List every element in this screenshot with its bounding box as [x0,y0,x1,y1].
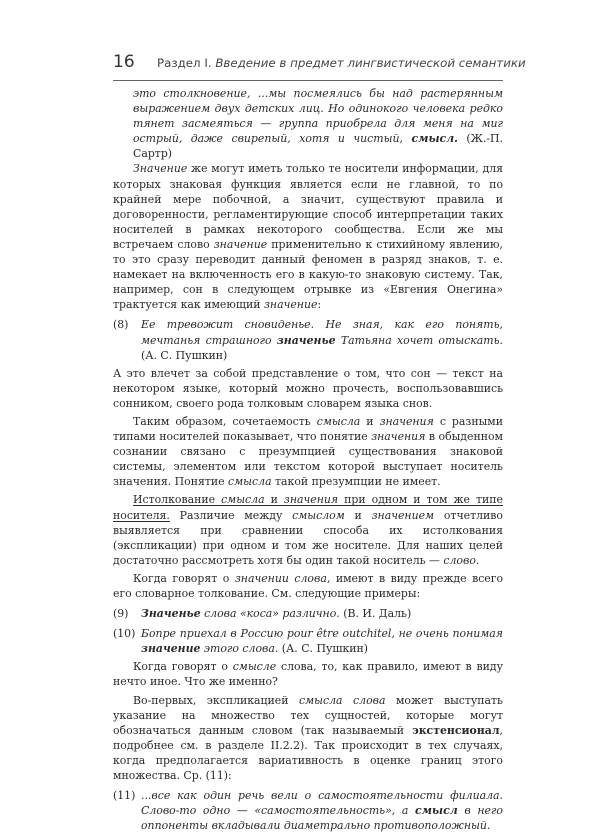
text: с разными типами носителей показывает, что понятие [113,414,503,444]
paragraph-2: А это влечет за собой представление о том, что сон — текст на некотором языке, который можно прочесть, воспользовавшись сонником, своего рода толковым словарем языка снов. [113,366,503,410]
text: Во-первых, экспликацией [133,693,300,707]
example-source: (А. С. Пушкин) [278,642,369,656]
text: же могут иметь только те носители информации, для которых знаковая функция является если не главной, то по крайней мере побочной, а значит, существуют правила и договоренности, регламентирующие способ интерпретации таких носителей в рамках некоторого сообщества. Если же мы встречаем слово [113,162,503,251]
text: отчетливо выявляется при сравнении способа их истолкования (экспликации) при одном и том же носителе. Для наших целей достаточно рассмотреть хотя бы один такой носитель — [113,508,503,567]
term: смысла [221,493,265,507]
paragraph-3 [113,414,503,489]
paragraph-6 [113,659,503,689]
term: значения [379,414,434,428]
text: : [317,298,322,312]
text: в обыденном сознании связано с презумпцией существования знаковой системы, элементом или текстом которой выступает носитель значения. Понятие [113,430,503,489]
running-title [157,56,526,70]
example-bold-word: значенье [276,333,336,347]
example-text: слова «коса» различно. [200,607,340,621]
text: Истолкование [133,493,222,507]
example-source: (А. С. Пушкин) [141,348,228,362]
text: и [344,508,372,522]
example-number: (9) [113,607,129,621]
example-text: Татьяна хочет отыскать. [335,333,503,347]
term: значением [371,508,435,522]
paragraph-7 [113,693,503,784]
section-label: Раздел I. [157,56,212,70]
text: Когда говорят о [133,660,233,674]
text: такой презумпции не имеет. [271,475,441,489]
text: и [264,493,284,507]
example-9 [113,606,503,621]
example-8 [113,317,503,362]
text: применительно к стихийному явлению, то это сразу переводит данный феномен в разряд знаков, т. е. намекает на включенность его в какую-то знаковую систему. Так, например, сон в следующем отрывке из «Евгения Онегина» трактуется как имеющий [113,237,503,312]
term: смысле [232,660,277,674]
term: значении слова [234,571,327,585]
term: смыслом [292,508,345,522]
paragraph-4 [113,492,503,567]
text: , подробнее см. в разделе II.2.2). Так происходит в тех случаях, когда предполагается вариативность в оценке границ этого множества. Ср. (11): [113,723,503,783]
example-bold-word: смысл [415,804,458,818]
example-text: ...все как один речь вели о самостоятельности филиала. Слово-то одно — «самостоятельность», а [141,789,503,818]
page-number: 16 [113,52,135,72]
page-body [113,86,503,836]
term: значение [213,237,268,251]
example-number: (10) [113,627,136,641]
example-number: (8) [113,318,129,332]
term: значения [371,430,426,444]
quote-text: это столкновение, ...мы посмеялись бы над растерянным выражением двух детских лиц. Но одинокого человека редко тянет засмеяться — группа приобрела для меня на миг острый, даже свирепый, хотя и чистый, [133,87,503,146]
term: смысла [316,414,361,428]
term: смысла слова [299,693,386,707]
example-bold-word: значение [141,642,201,656]
text: и [360,414,380,428]
example-11 [113,788,503,833]
term: смысла [228,475,272,489]
text: . [475,553,480,567]
example-text: Бопре приехал в Россию pour être outchitel, не очень понимая [141,627,503,641]
running-header [113,50,526,81]
term: слово [443,553,476,567]
example-number: (11) [113,789,136,803]
paragraph-5 [113,571,503,601]
text: , имеют в виду прежде всего его словарное толкование. См. следующие примеры: [113,571,504,600]
example-source: (В. И. Даль) [339,607,412,621]
example-text: в него оппоненты вкладывали диаметрально противоположный. [141,804,503,833]
text: Таким образом, сочетаемость [133,414,317,428]
text: слова, то, как правило, имеют в виду нечто иное. Что же именно? [113,660,503,689]
sartre-quote [133,86,503,161]
paragraph-1 [113,161,503,312]
example-10 [113,626,503,656]
section-title: Введение в предмет лингвистической семантики [215,56,526,70]
term: значения [283,493,339,507]
term: значение [263,298,318,312]
quote-source: (Ж.-П. Сартр) [133,132,503,161]
text: при одном и том же типе носителя. [113,493,503,522]
example-text: этого слова. [200,642,279,656]
text: может выступать указание на множество тех сущностей, которые могут обозначаться данным словом (так называемый [113,693,503,737]
text: Различие между [169,508,293,522]
bold-term: экстенсионал [412,723,500,737]
text: Когда говорят о [133,571,235,585]
example-bold-word: Значенье [141,607,201,621]
quote-bold-word: смысл. [411,132,458,146]
term: Значение [133,162,188,176]
example-text: Ее тревожит сновиденье. Не зная, как его понять, мечтанья страшного [141,318,503,347]
